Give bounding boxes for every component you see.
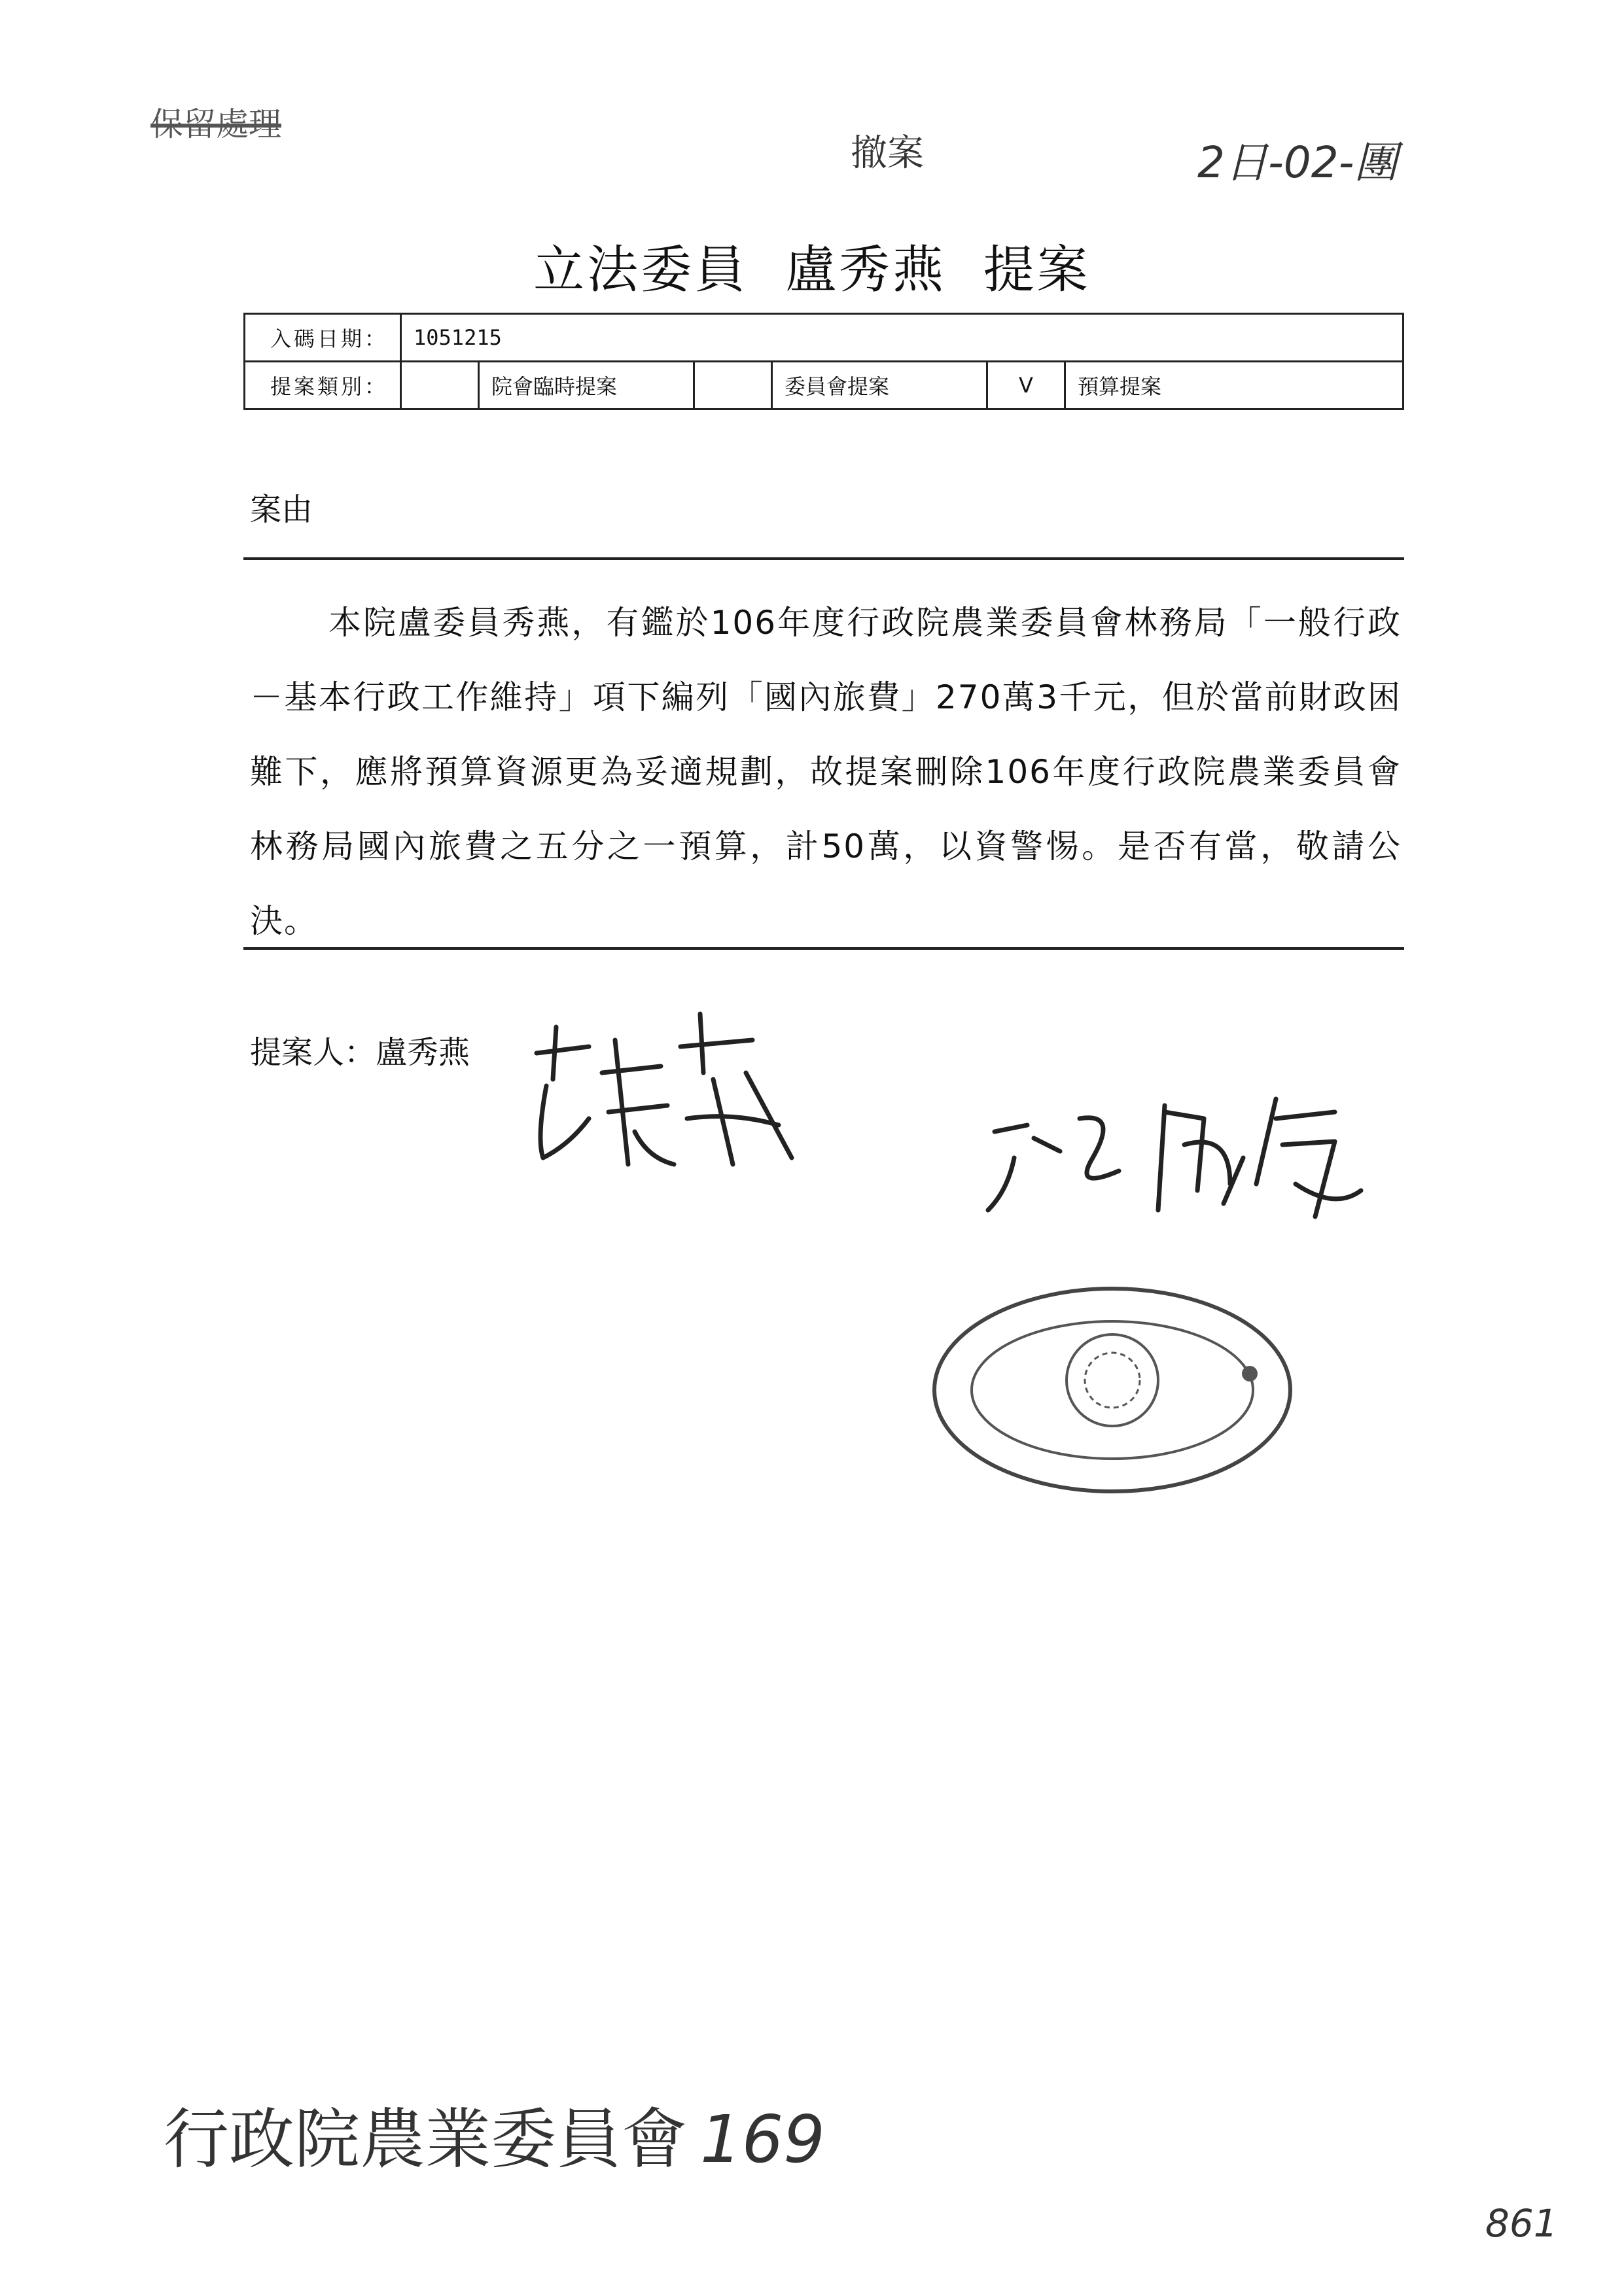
committee-name: 行政院農業委員會 [164, 2101, 687, 2178]
entry-date-value: 1051215 [401, 314, 1403, 362]
reason-bottom-rule [243, 947, 1404, 950]
reason-body: 本院盧委員秀燕，有鑑於106年度行政院農業委員會林務局「一般行政－基本行政工作維持」項下編列「國內旅費」270萬3千元，但於當前財政困難下，應將預算資源更為妥適規劃，故提案刪除106年度行政院農業委員會林務局國內旅費之五分之一預算，計50萬，以資警惕。是否有當，敬請公決。 [250, 604, 1402, 940]
entry-date-row [245, 314, 1403, 362]
proposer-signature [517, 1001, 805, 1184]
official-seal [929, 1276, 1296, 1511]
entry-date-label: 入碼日期： [245, 314, 401, 362]
title-role: 立法委員 [533, 241, 749, 300]
struck-annotation: 保留處理 [150, 105, 281, 143]
proposer-name: 盧秀燕 [376, 1034, 470, 1071]
option-label-plenary: 院會臨時提案 [479, 362, 694, 409]
handwritten-code: 2日-02-團 [1197, 137, 1398, 188]
proposer-label: 提案人： [250, 1034, 376, 1071]
cosigner-signature-strokes [968, 1079, 1374, 1236]
handwritten-number: 169 [700, 2101, 825, 2178]
withdrawn-stamp: 撤案 [851, 132, 924, 175]
page-number: 861 [1485, 2201, 1558, 2246]
option-label-budget: 預算提案 [1065, 362, 1403, 409]
title-name: 盧秀燕 [785, 241, 946, 300]
seal-graphic [929, 1276, 1296, 1511]
option-label-committee: 委員會提案 [772, 362, 987, 409]
proposer-line [250, 1027, 470, 1072]
category-row [245, 362, 1403, 409]
option-mark-committee [694, 362, 772, 409]
reason-label: 案由 [250, 491, 313, 528]
option-mark-plenary [401, 362, 479, 409]
category-label: 提案類別： [245, 362, 401, 409]
option-mark-budget: V [987, 362, 1065, 409]
reason-top-rule [243, 557, 1404, 560]
cosigner-signature [968, 1079, 1374, 1236]
page-title [0, 229, 1624, 302]
committee-note [164, 2087, 825, 2181]
signature-strokes [517, 1001, 805, 1184]
title-kind: 提案 [983, 241, 1091, 300]
proposal-meta-table [243, 313, 1404, 410]
